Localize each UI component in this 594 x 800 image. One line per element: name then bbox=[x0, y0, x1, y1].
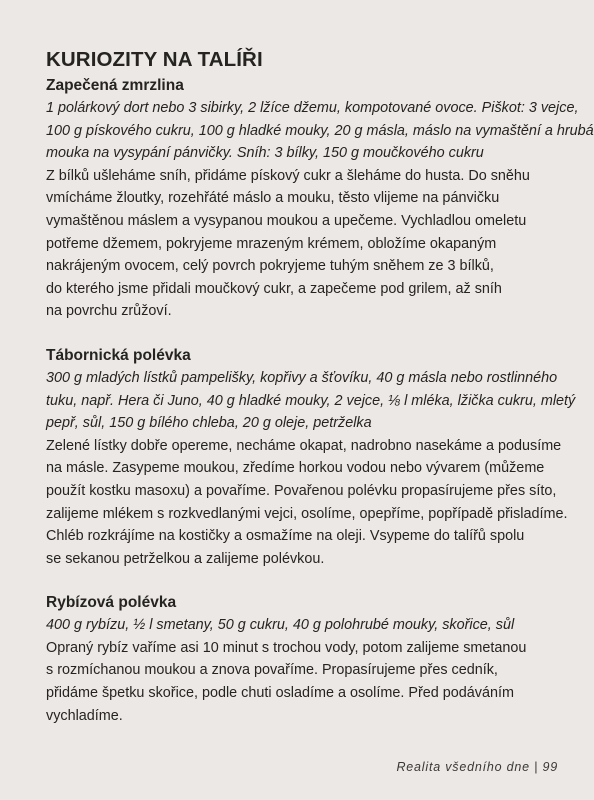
instructions-line: zalijeme mlékem s rozkvedlanými vejci, osolíme, opepříme, popřípadě přisladíme. bbox=[46, 505, 568, 522]
instructions-line: na másle. Zasypeme moukou, zředíme horkou vodou nebo vývarem (můžeme bbox=[46, 460, 545, 477]
instructions-line: Opraný rybíz vaříme asi 10 minut s trochou vody, potom zalijeme smetanou bbox=[46, 639, 527, 656]
ingredients-line: mouka na vysypání pánvičky. Sníh: 3 bílky, 150 g moučkového cukru bbox=[46, 145, 484, 162]
instructions-line: nakrájeným ovocem, celý povrch pokryjeme tuhým sněhem ze 3 bílků, bbox=[46, 258, 494, 275]
instructions-line: potřeme džemem, pokryjeme mrazeným krémem, obložíme okapaným bbox=[46, 235, 497, 252]
ingredients-line: 400 g rybízu, ½ l smetany, 50 g cukru, 40 g polohrubé mouky, skořice, sůl bbox=[46, 617, 515, 634]
recipe-ingredients bbox=[46, 367, 576, 435]
recipe-instructions bbox=[46, 637, 566, 727]
recipe-ingredients bbox=[46, 614, 566, 637]
recipe-zapecena-zmrzlina bbox=[46, 75, 594, 323]
instructions-line: vymaštěnou máslem a vysypanou moukou a upečeme. Vychladlou omeletu bbox=[46, 212, 527, 229]
recipe-title: Zapečená zmrzlina bbox=[46, 77, 184, 94]
instructions-line: vmícháme žloutky, rozehřáté máslo a mouku, těsto vlijeme na pánvičku bbox=[46, 190, 500, 207]
instructions-line: použít kostku masoxu) a povaříme. Povařenou polévku propasírujeme přes síto, bbox=[46, 482, 557, 499]
page-title: KURIOZITY NA TALÍŘI bbox=[46, 48, 263, 71]
recipe-rybizova-polevka bbox=[46, 592, 566, 727]
recipe-instructions bbox=[46, 435, 566, 571]
ingredients-line: tuku, např. Hera či Juno, 40 g hladké mouky, 2 vejce, ⅛ l mléka, lžička cukru, mletý bbox=[46, 392, 576, 409]
recipe-title: Rybízová polévka bbox=[46, 594, 177, 612]
recipe-instructions bbox=[46, 165, 566, 323]
page-content bbox=[46, 48, 594, 727]
recipe-ingredients bbox=[46, 97, 594, 165]
instructions-line: Z bílků ušleháme sníh, přidáme pískový cukr a šleháme do husta. Do sněhu bbox=[46, 167, 530, 184]
recipe-tabornicka-polevka bbox=[46, 345, 576, 570]
recipe-title: Tábornická polévka bbox=[46, 346, 191, 364]
instructions-line: s rozmíchanou moukou a znova povaříme. Propasírujeme přes cedník, bbox=[46, 662, 498, 679]
instructions-line: přidáme špetku skořice, podle chuti osladíme a osolíme. Před podáváním bbox=[46, 685, 514, 702]
instructions-line: do kterého jsme přidali moučkový cukr, a zapečeme pod grilem, až sníh bbox=[46, 280, 502, 297]
ingredients-line: 100 g pískového cukru, 100 g hladké mouky, 20 g másla, máslo na vymaštění a hrubá bbox=[46, 122, 594, 139]
ingredients-line: 300 g mladých lístků pampelišky, kopřivy a šťovíku, 40 g másla nebo rostlinného bbox=[46, 369, 558, 386]
instructions-line: na povrchu zrůžoví. bbox=[46, 303, 172, 320]
instructions-line: Chléb rozkrájíme na kostičky a osmažíme na oleji. Vsypeme do talířů spolu bbox=[46, 528, 525, 545]
page-footer: Realita všedního dne | 99 bbox=[396, 760, 558, 774]
instructions-line: Zelené lístky dobře opereme, necháme okapat, nadrobno nasekáme a podusíme bbox=[46, 437, 562, 454]
instructions-line: se sekanou petrželkou a zalijeme polévkou. bbox=[46, 550, 325, 567]
ingredients-line: pepř, sůl, 150 g bílého chleba, 20 g oleje, petrželka bbox=[46, 415, 372, 432]
instructions-line: vychladíme. bbox=[46, 707, 123, 724]
ingredients-line: 1 polárkový dort nebo 3 sibirky, 2 lžíce džemu, kompotované ovoce. Piškot: 3 vejce, bbox=[46, 100, 579, 116]
